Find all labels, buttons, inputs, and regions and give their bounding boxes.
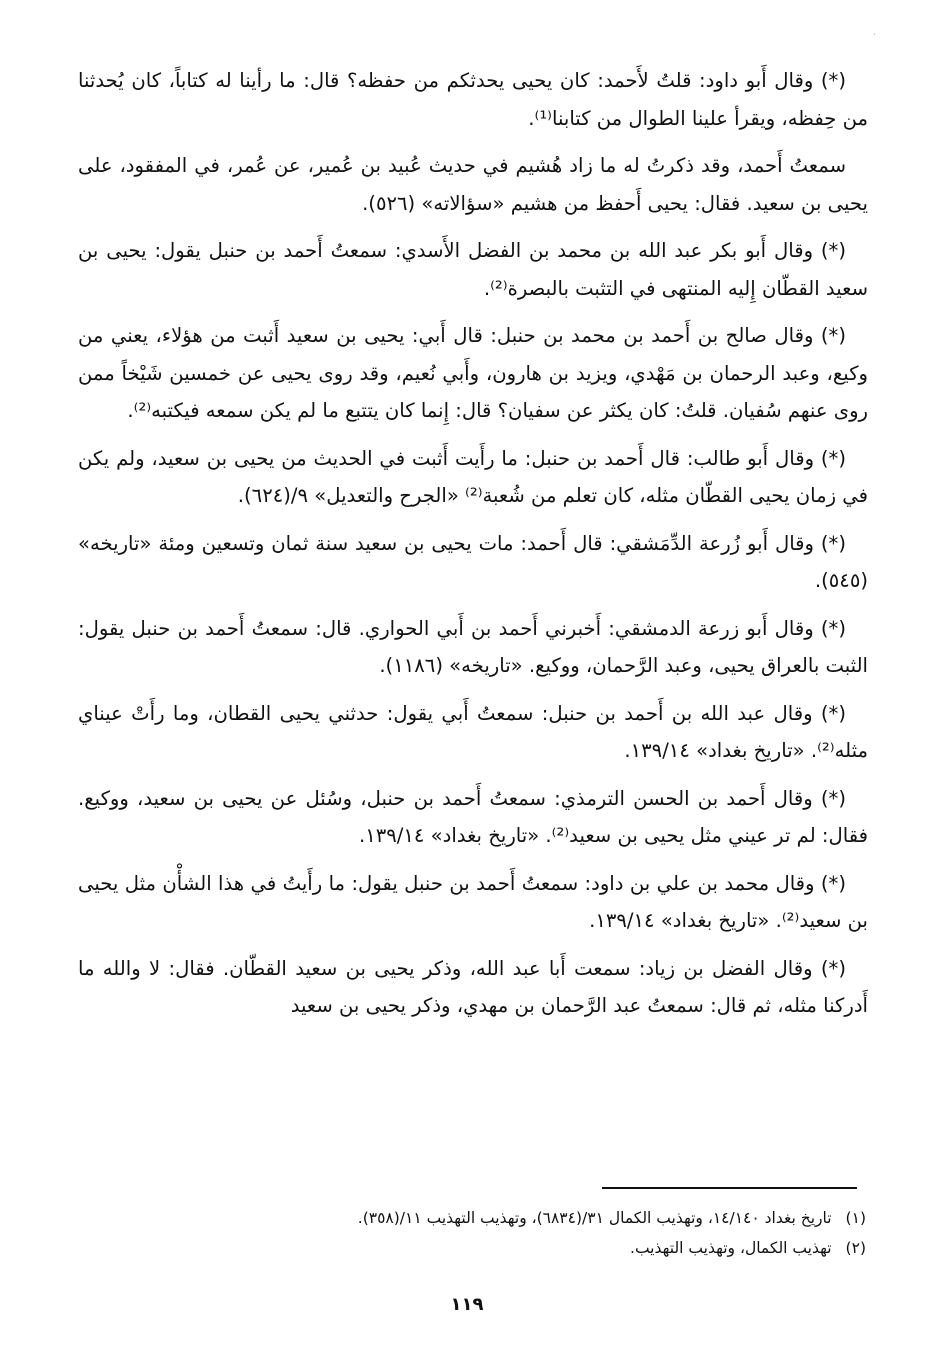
- paragraph-abu-zura-hawari: (*) وقال أَبو زرعة الدمشقي: أَخبرني أَحمد بن أَبي الحواري. قال: سمعتُ أَحمد بن حنبل يقول: الثبت بالعراق يحيى، وعبد الرَّحمان، ووكيع. «تاريخه» (١١٨٦).: [78, 616, 868, 677]
- paragraph-salih: (*) وقال صالح بن أَحمد بن محمد بن حنبل: قال أَبي: يحيى بن سعيد أَثبت من هؤلاء، يعني من وكيع، وعبد الرحمان بن مَهْدي، ويزيد بن هارون، وأَبي نُعيم، وقد روى يحيى عن خمسين شَيْخاً ممن روى عنهم سُفيان. قلتُ: كان يكثر عن سفيان؟ قال: إِنما كان يتتبع ما لم يكن سمعه فيكتبه⁽²⁾.: [78, 324, 868, 422]
- paragraph-fadl-ibn-ziyad: (*) وقال الفضل بن زياد: سمعت أَبا عبد الله، وذكر يحيى بن سعيد القطّان. فقال: لا والله ما أَدركنا مثله، ثم قال: سمعتُ عبد الرَّحمان بن مهدي، وذكر يحيى بن سعيد: [78, 956, 868, 1017]
- paragraph-abu-talib: (*) وقال أَبو طالب: قال أَحمد بن حنبل: ما رأَيت أَثبت في الحديث من يحيى بن سعيد، ولم يكن في زمان يحيى القطّان مثله، كان تعلم من شُعبة⁽²⁾ «الجرح والتعديل» ٩/(٦٢٤).: [78, 446, 868, 507]
- paragraph-abu-dawud: (*) وقال أَبو داود: قلتُ لأَحمد: كان يحيى يحدثكم من حفظه؟ قال: ما رأينا له كتاباً، كان يُحدثنا من حِفظه، ويقرأ علينا الطوال من كتابنا⁽¹⁾.: [78, 69, 868, 130]
- footnote-text: تاريخ بغداد ١٤/١٤٠، وتهذيب الكمال ٣١/(٦٨٣٤)، وتهذيب التهذيب ١١/(٣٥٨).: [357, 1209, 832, 1227]
- footnote-2: [100, 1233, 866, 1263]
- footnote-number: (١): [845, 1209, 866, 1227]
- paragraph-ibn-dawud: (*) وقال محمد بن علي بن داود: سمعتُ أَحمد بن حنبل يقول: ما رأَيتُ في هذا الشأْن مثل يحيى بن سعيد⁽²⁾. «تاريخ بغداد» ١٣٩/١٤.: [78, 871, 868, 932]
- footnote-1: [100, 1203, 866, 1233]
- scan-mark: ·: [873, 30, 876, 39]
- footnote-number: (٢): [845, 1239, 866, 1257]
- paragraph-abdullah: (*) وقال عبد الله بن أَحمد بن حنبل: سمعتُ أَبي يقول: حدثني يحيى القطان، وما رأَتْ عيناي مثله⁽²⁾. «تاريخ بغداد» ١٣٩/١٤.: [78, 701, 868, 762]
- paragraph-abu-zura-death: (*) وقال أَبو زُرعة الدِّمَشقي: قال أَحمد: مات يحيى بن سعيد سنة ثمان وتسعين ومئة «تاريخه» (٥٤٥).: [78, 531, 868, 592]
- paragraph-abu-bakr-asadi: (*) وقال أَبو بكر عبد الله بن محمد بن الفضل الأَسدي: سمعتُ أَحمد بن حنبل يقول: يحيى بن سعيد القطّان إِليه المنتهى في التثبت بالبصرة⁽²⁾.: [78, 239, 868, 300]
- paragraph-tirmidhi: (*) وقال أَحمد بن الحسن الترمذي: سمعتُ أَحمد بن حنبل، وسُئل عن يحيى بن سعيد، ووكيع. فقال: لم تر عيني مثل يحيى بن سعيد⁽²⁾. «تاريخ بغداد» ١٣٩/١٤.: [78, 786, 868, 847]
- footnote-text: تهذيب الكمال، وتهذيب التهذيب.: [630, 1239, 832, 1257]
- page-number: ١١٩: [450, 1294, 484, 1315]
- main-text: [78, 62, 868, 1035]
- footnote-divider: [602, 1187, 857, 1189]
- paragraph-hushaym: سمعتُ أَحمد، وقد ذكرتُ له ما زاد هُشيم في حديث عُبيد بن عُمير، عن عُمر، في المفقود، على يحيى بن سعيد. فقال: يحيى أَحفظ من هشيم «سؤالاته» (٥٢٦).: [78, 154, 868, 215]
- footnotes: [100, 1203, 866, 1263]
